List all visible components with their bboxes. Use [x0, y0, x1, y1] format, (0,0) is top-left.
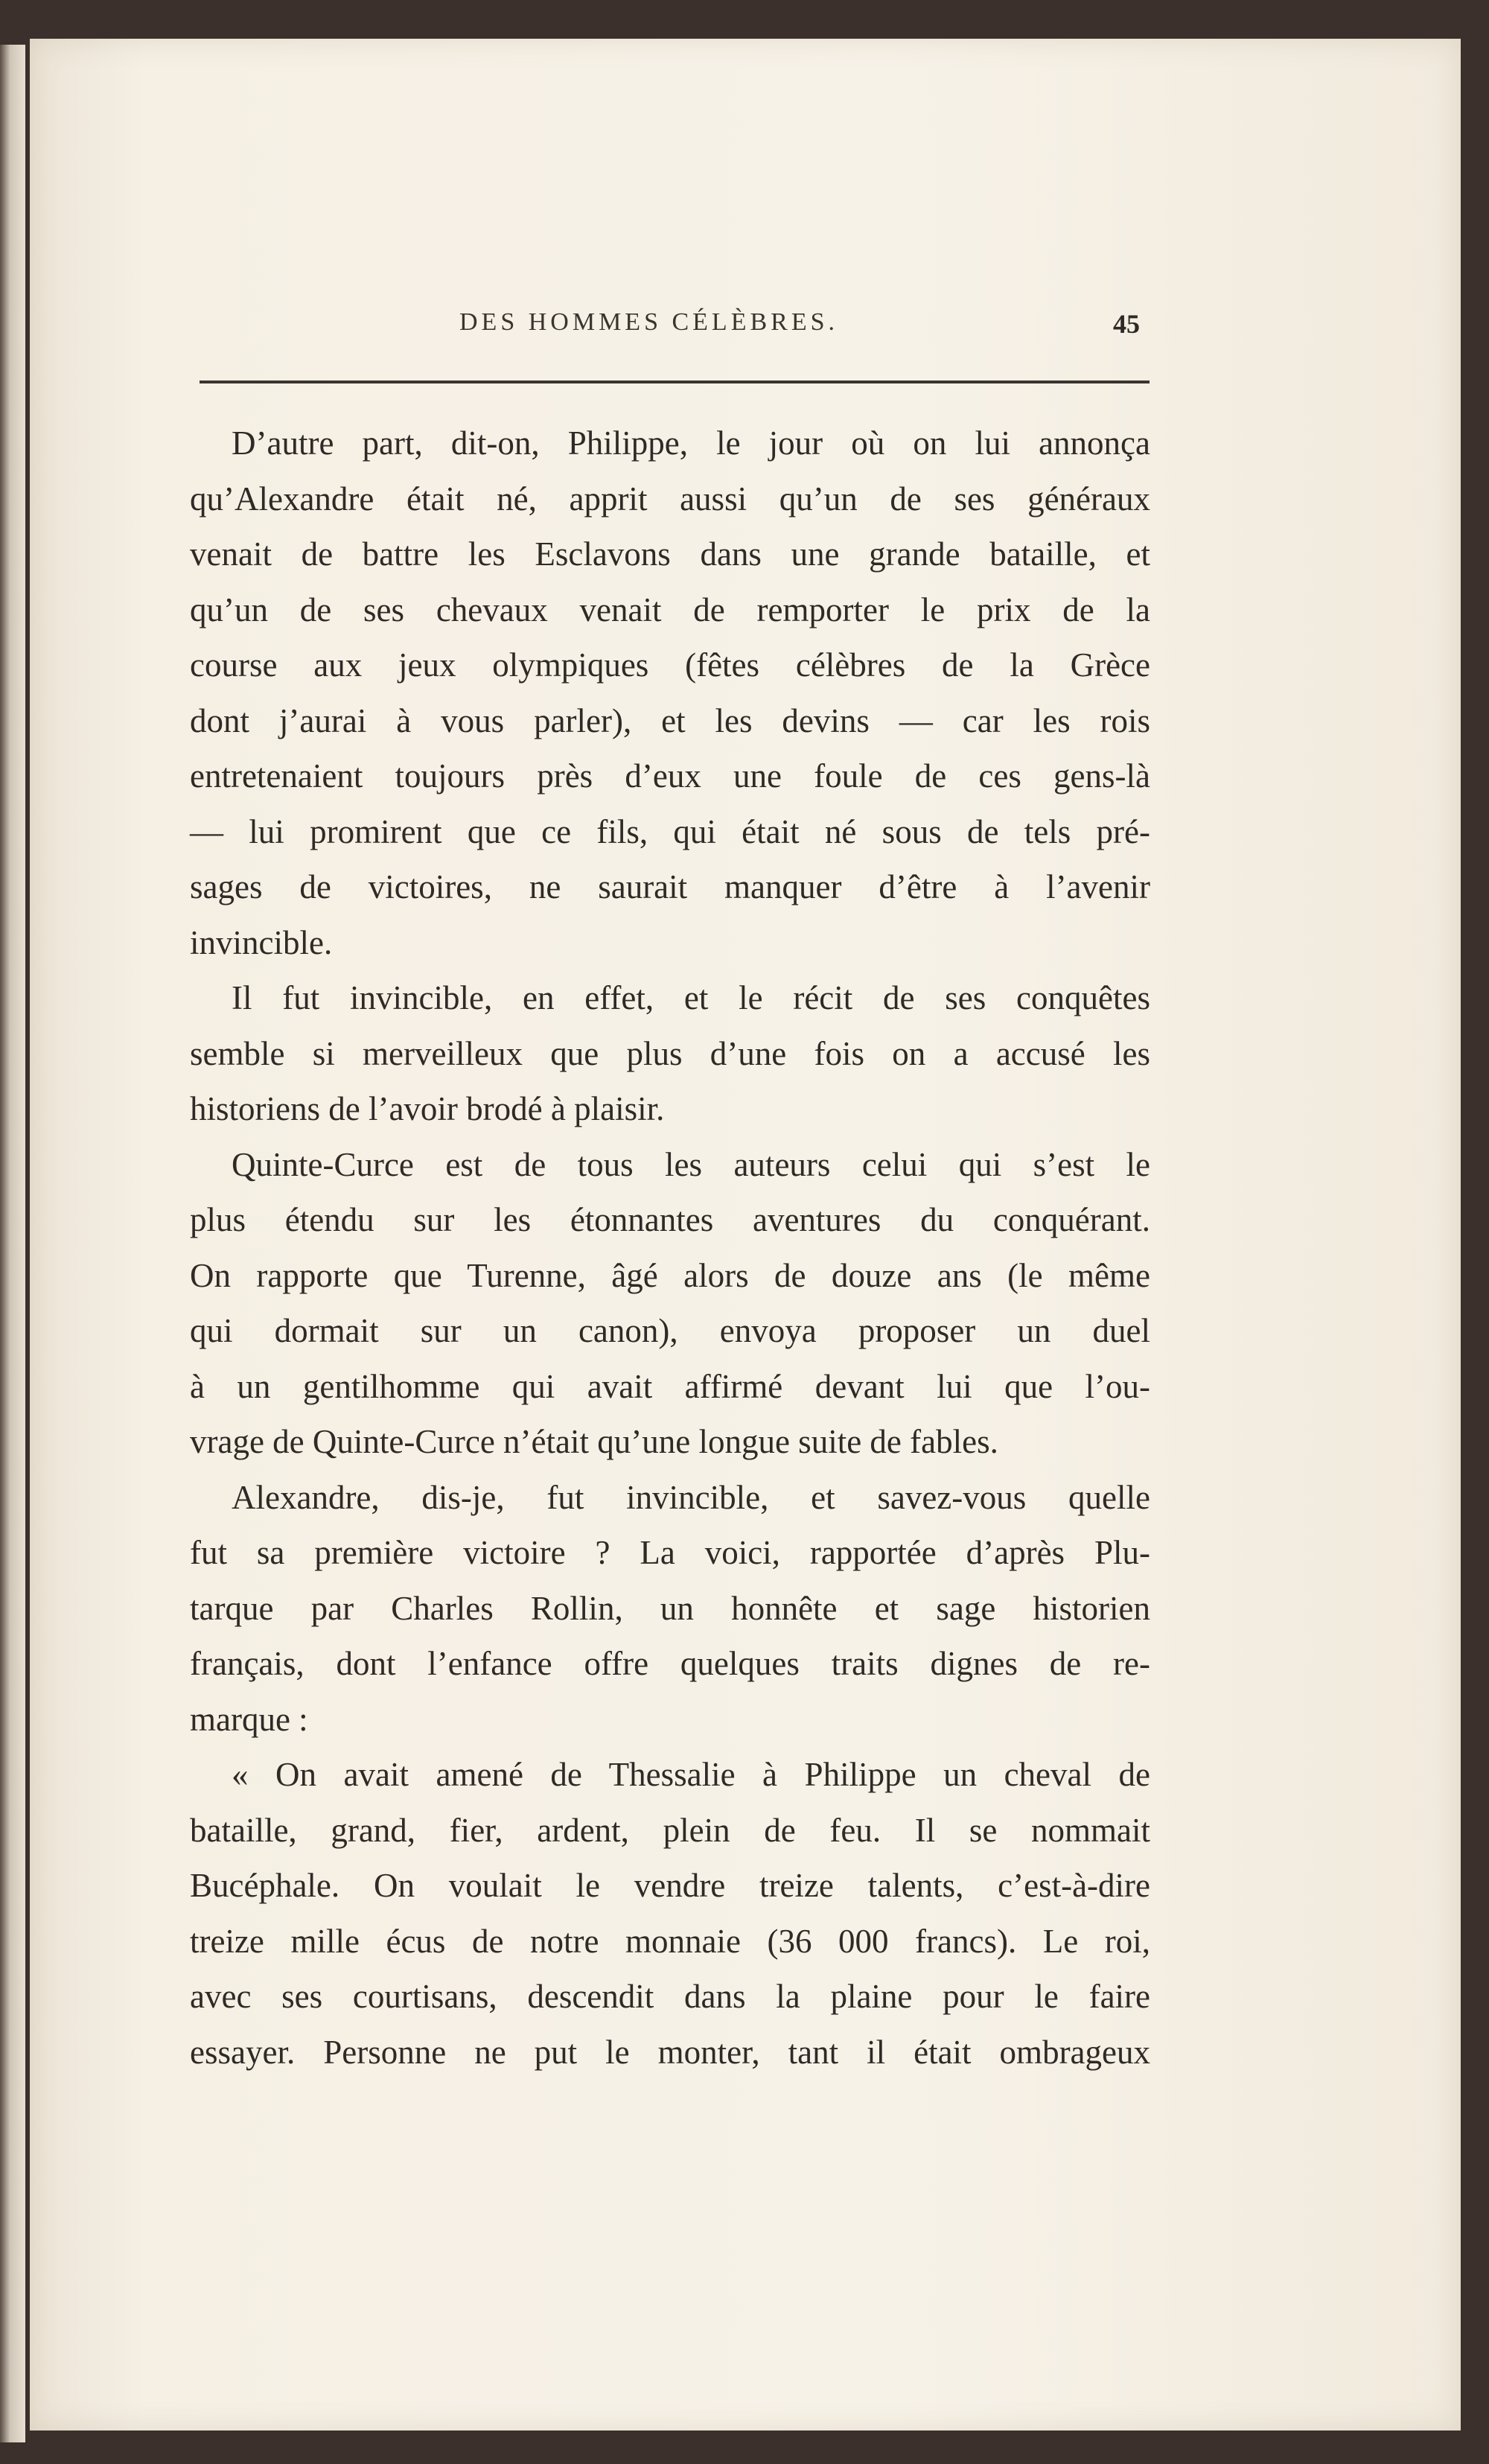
text-line: venait de battre les Esclavons dans une grande bataille, et	[190, 535, 1150, 573]
text-line: « On avait amené de Thessalie à Philippe un cheval de	[232, 1756, 1150, 1793]
text-line: D’autre part, dit-on, Philippe, le jour où on lui annonça	[232, 424, 1150, 462]
text-line: à un gentilhomme qui avait affirmé devant lui que l’ou-	[190, 1367, 1150, 1405]
adjacent-page-edge	[0, 45, 25, 2442]
text-line: invincible.	[190, 923, 333, 961]
text-line: fut sa première victoire ? La voici, rapportée d’après Plu-	[190, 1534, 1150, 1571]
text-line: semble si merveilleux que plus d’une fois on a accusé les	[190, 1034, 1150, 1072]
text-line: Bucéphale. On voulait le vendre treize talents, c’est-à-dire	[190, 1867, 1150, 1904]
text-line: essayer. Personne ne put le monter, tant il était ombrageux	[190, 2033, 1150, 2071]
text-line: entretenaient toujours près d’eux une foule de ces gens-là	[190, 757, 1150, 795]
body-text	[190, 416, 1150, 2080]
text-line: français, dont l’enfance offre quelques traits dignes de re-	[190, 1645, 1150, 1682]
text-line: qu’Alexandre était né, apprit aussi qu’un de ses généraux	[190, 480, 1150, 518]
text-line: sages de victoires, ne saurait manquer d’être à l’avenir	[190, 868, 1150, 905]
text-line: qui dormait sur un canon), envoya proposer un duel	[190, 1312, 1150, 1349]
text-line: course aux jeux olympiques (fêtes célèbres de la Grèce	[190, 646, 1150, 684]
text-line: Alexandre, dis-je, fut invincible, et savez-vous quelle	[232, 1478, 1150, 1516]
text-line: dont j’aurai à vous parler), et les devins — car les rois	[190, 701, 1150, 739]
book-page	[30, 39, 1461, 2430]
running-title: DES HOMMES CÉLÈBRES.	[459, 308, 838, 336]
header-rule	[200, 381, 1150, 383]
text-line: historiens de l’avoir brodé à plaisir.	[190, 1090, 665, 1127]
text-line: On rapporte que Turenne, âgé alors de douze ans (le même	[190, 1256, 1150, 1294]
text-line: bataille, grand, fier, ardent, plein de feu. Il se nommait	[190, 1811, 1150, 1849]
page-number: 45	[1113, 309, 1140, 339]
text-line: marque :	[190, 1700, 308, 1738]
text-line: tarque par Charles Rollin, un honnête et sage historien	[190, 1589, 1150, 1627]
text-line: Quinte-Curce est de tous les auteurs celui qui s’est le	[232, 1145, 1150, 1183]
text-line: treize mille écus de notre monnaie (36 000 francs). Le roi,	[190, 1922, 1150, 1960]
text-line: — lui promirent que ce fils, qui était né sous de tels pré-	[190, 812, 1150, 850]
text-line: plus étendu sur les étonnantes aventures du conquérant.	[190, 1201, 1150, 1238]
text-line: vrage de Quinte-Curce n’était qu’une longue suite de fables.	[190, 1423, 998, 1460]
text-line: Il fut invincible, en effet, et le récit de ses conquêtes	[232, 979, 1150, 1016]
text-line: avec ses courtisans, descendit dans la plaine pour le faire	[190, 1978, 1150, 2015]
text-line: qu’un de ses chevaux venait de remporter le prix de la	[190, 590, 1150, 628]
